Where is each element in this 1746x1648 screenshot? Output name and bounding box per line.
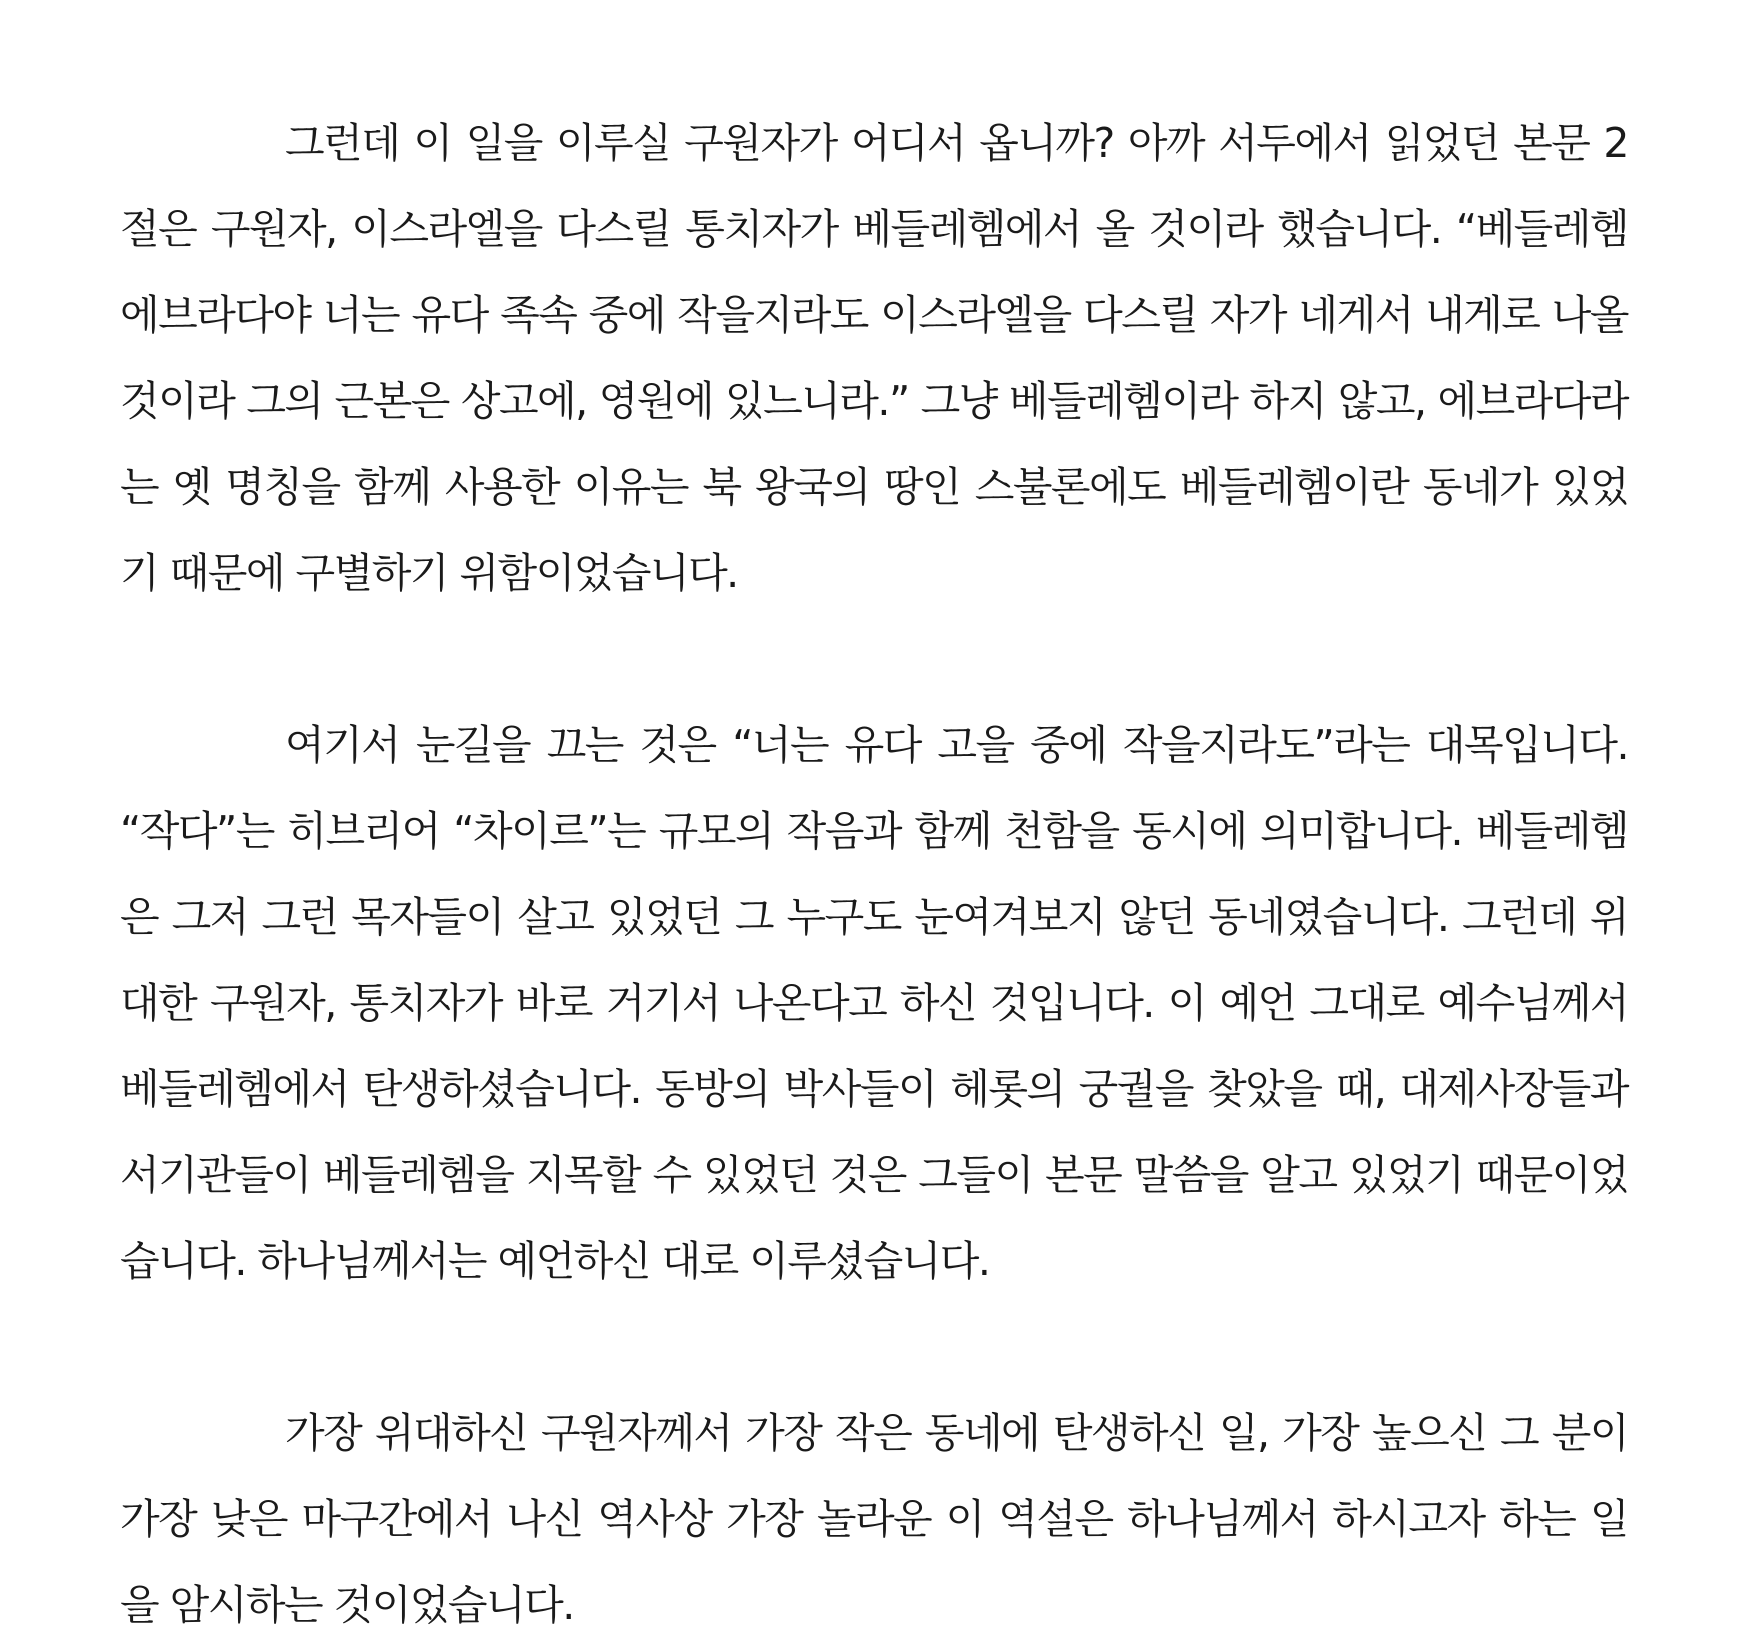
paragraph-2: 여기서 눈길을 끄는 것은 “너는 유다 고을 중에 작을지라도”라는 대목입니다. “작다”는 히브리어 “차이르”는 규모의 작음과 함께 천함을 동시에 의미합니다. 베들레헴은 그저 그런 목자들이 살고 있었던 그 누구도 눈여겨보지 않던 동네였습니다. 그런데 위대한 구원자, 통치자가 바로 거기서 나온다고 하신 것입니다. 이 예언 그대로 예수님께서 베들레헴에서 탄생하셨습니다. 동방의 박사들이 헤롯의 궁궐을 찾았을 때, 대제사장들과 서기관들이 베들레헴을 지목할 수 있었던 것은 그들이 본문 말씀을 알고 있었기 때문이었습니다. 하나님께서는 예언하신 대로 이루셨습니다. (120, 721, 1628, 1285)
paragraph-1: 그런데 이 일을 이루실 구원자가 어디서 옵니까? 아까 서두에서 읽었던 본문 2절은 구원자, 이스라엘을 다스릴 통치자가 베들레헴에서 올 것이라 했습니다. “베들레헴 에브라다야 너는 유다 족속 중에 작을지라도 이스라엘을 다스릴 자가 네게서 내게로 나올 것이라 그의 근본은 상고에, 영원에 있느니라.” 그냥 베들레헴이라 하지 않고, 에브라다라는 옛 명칭을 함께 사용한 이유는 북 왕국의 땅인 스불론에도 베들레헴이란 동네가 있었기 때문에 구별하기 위함이었습니다. (120, 119, 1628, 597)
document-body (120, 100, 1628, 1648)
paragraph-3: 가장 위대하신 구원자께서 가장 작은 동네에 탄생하신 일, 가장 높으신 그 분이 가장 낮은 마구간에서 나신 역사상 가장 놀라운 이 역설은 하나님께서 하시고자 하는 일을 암시하는 것이었습니다. (120, 1409, 1628, 1629)
